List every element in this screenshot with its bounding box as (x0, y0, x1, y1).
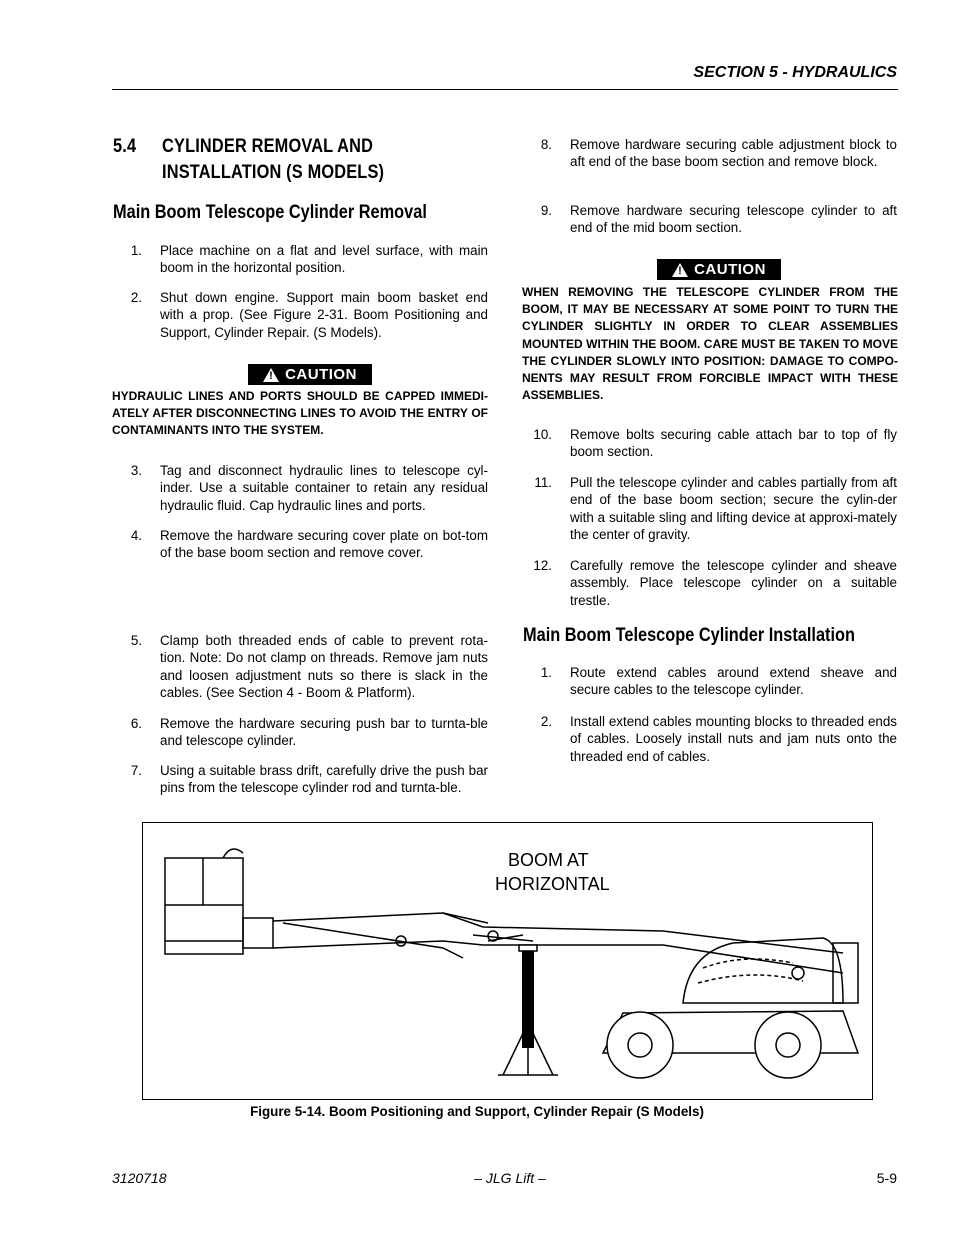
list-item (522, 664, 898, 700)
list-item (522, 136, 898, 190)
step-text: Route extend cables around extend sheave and secure cables to the telescope cylinder. (570, 665, 897, 698)
step-text: Remove bolts securing cable attach bar to top of fly boom section. (570, 427, 897, 460)
step-number: 2. (540, 714, 552, 729)
step-number: 1. (130, 243, 142, 258)
step-number: 8. (540, 137, 552, 152)
list-item (112, 462, 488, 516)
trestle-stand (498, 945, 558, 1075)
removal-heading: Main Boom Telescope Cylinder Removal (113, 202, 427, 223)
step-text: Place machine on a flat and level surface, with main boom in the horizontal position. (160, 243, 488, 276)
caution-label: CAUTION (694, 261, 766, 278)
step-number: 12. (533, 558, 552, 573)
step-text: Tag and disconnect hydraulic lines to telescope cyl-inder. Use a suitable container to retain any residual hydraulic fluid. Cap hydraulic lines and ports. (160, 463, 488, 513)
list-item (522, 474, 898, 546)
list-item (112, 715, 488, 751)
footer-doc-number: 3120718 (112, 1170, 167, 1186)
page-number: 5-9 (876, 1170, 897, 1186)
section-title-line2: INSTALLATION (S MODELS) (162, 162, 385, 183)
list-item (522, 202, 898, 238)
caution-text: WHEN REMOVING THE TELESCOPE CYLINDER FROM THE BOOM, IT MAY BE NECESSARY AT SOME POINT TO TURN THE CYLINDER SLIGHTLY IN ORDER TO CLEAR ASSEMBLIES MOUNTED WITHIN THE BOOM. CARE MUST BE TAKEN TO MOVE THE CYLINDER SLOWLY INTO POSITION: DAMAGE TO COMPO-NENTS MAY RESULT FROM FORCIBLE IMPACT WITH THESE ASSEMBLIES. (522, 285, 898, 403)
figure-label-line2: HORIZONTAL (495, 874, 610, 894)
list-item (522, 557, 898, 611)
step-text: Clamp both threaded ends of cable to prevent rota-tion. Note: Do not clamp on threads. Remove jam nuts and loosen adjustment nuts so there is slack in the cables. (See Section 4 - Boom & Platform). (160, 633, 488, 700)
step-text: Install extend cables mounting blocks to threaded ends of cables. Loosely install nuts and jam nuts onto the threaded end of cables. (570, 714, 897, 764)
step-number: 1. (540, 665, 552, 680)
step-text: Pull the telescope cylinder and cables partially from aft end of the base boom section; secure the cylin-der with a suitable sling and lifting device at approxi-mately the center of gravity. (570, 475, 897, 542)
step-number: 4. (130, 528, 142, 543)
section-header: SECTION 5 - HYDRAULICS (693, 64, 897, 81)
step-text: Using a suitable brass drift, carefully drive the push bar pins from the telescope cylinder rod and turnta-ble. (160, 763, 488, 796)
list-item (112, 632, 488, 704)
installation-heading: Main Boom Telescope Cylinder Installation (523, 625, 856, 646)
boom-lift-illustration (143, 823, 872, 1099)
caution-badge (248, 364, 372, 385)
caution-label: CAUTION (285, 366, 357, 383)
footer-center: – JLG Lift – (474, 1170, 546, 1186)
step-text: Remove hardware securing cable adjustment block to aft end of the base boom section and remove block. (570, 137, 897, 170)
step-text: Shut down engine. Support main boom basket end with a prop. (See Figure 2-31. Boom Positioning and Support, Cylinder Repair. (S Models). (160, 290, 488, 340)
list-item (112, 527, 488, 563)
list-item (522, 713, 898, 767)
section-number: 5.4 (113, 136, 137, 157)
section-title-line1: CYLINDER REMOVAL AND (162, 136, 374, 157)
step-number: 11. (534, 475, 552, 490)
list-item (522, 426, 898, 462)
step-number: 2. (130, 290, 142, 305)
step-text: Carefully remove the telescope cylinder and sheave assembly. Place telescope cylinder on a suitable trestle. (570, 558, 897, 608)
step-number: 7. (130, 763, 142, 778)
list-item (112, 242, 488, 278)
header-rule (112, 89, 898, 90)
boom (273, 913, 843, 973)
section-title (113, 134, 384, 186)
list-item (112, 289, 488, 343)
step-number: 3. (130, 463, 142, 478)
figure-frame (142, 822, 873, 1100)
rear-wheel (755, 1012, 821, 1078)
caution-badge (657, 259, 781, 280)
figure-caption: Figure 5-14. Boom Positioning and Support, Cylinder Repair (S Models) (250, 1104, 704, 1119)
step-number: 6. (130, 716, 142, 731)
step-number: 5. (130, 633, 142, 648)
list-item (112, 762, 488, 816)
figure-label-line1: BOOM AT (508, 850, 589, 870)
step-text: Remove hardware securing telescope cylinder to aft end of the mid boom section. (570, 203, 897, 236)
warning-icon: ! (672, 263, 688, 277)
caution-text: HYDRAULIC LINES AND PORTS SHOULD BE CAPPED IMMEDI-ATELY AFTER DISCONNECTING LINES TO AVOID THE ENTRY OF CONTAMINANTS INTO THE SYSTEM. (112, 389, 488, 438)
step-text: Remove the hardware securing push bar to turnta-ble and telescope cylinder. (160, 716, 488, 749)
step-text: Remove the hardware securing cover plate on bot-tom of the base boom section and remove cover. (160, 528, 488, 561)
step-number: 10. (533, 427, 552, 442)
step-number: 9. (540, 203, 552, 218)
warning-icon: ! (263, 368, 279, 382)
front-wheel (607, 1012, 673, 1078)
platform-basket (165, 849, 273, 954)
